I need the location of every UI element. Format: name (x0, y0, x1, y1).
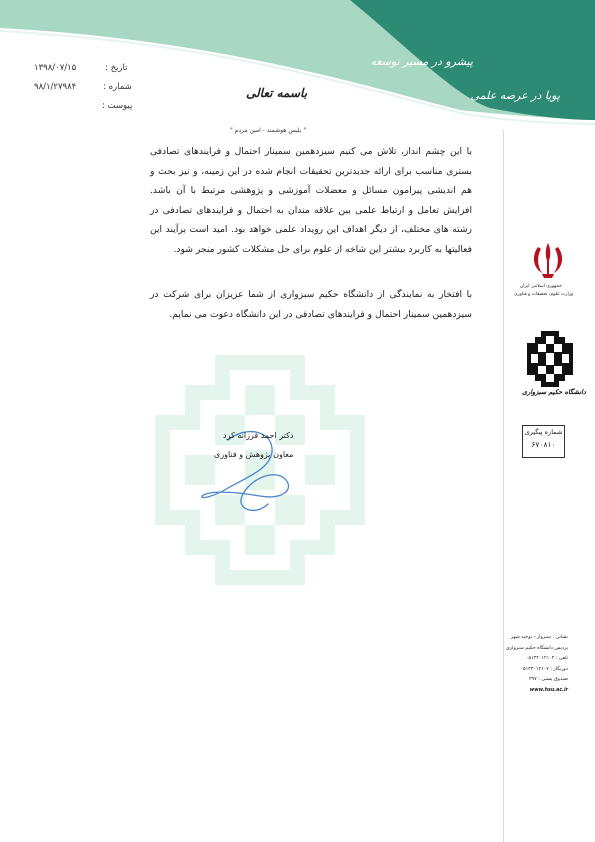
slogan-line-1: پیشرو در مسیر توسعه (370, 55, 473, 68)
basmala-heading: باسمه تعالی (246, 86, 308, 100)
emblem-caption-line-2: وزارت علوم، تحقیقات و فناوری (514, 292, 574, 297)
iran-emblem-icon (528, 241, 568, 281)
tracking-value: ۶۷۰۸۱۰ (531, 440, 556, 449)
number-value: ۹۸/۱/۲۷۹۸۴ (34, 82, 77, 92)
signatory-name: دکتر احمد فرزانه کرد (223, 431, 294, 440)
number-label: شماره : (103, 82, 132, 92)
tracking-label: شماره پیگیری (524, 428, 563, 436)
contact-info (500, 633, 568, 696)
header-banner (0, 0, 595, 130)
fax: دورنگار : ۰۵۱۴۴۰۱۲۶۰۷ (520, 666, 568, 672)
university-name: دانشگاه حکیم سبزواری (522, 388, 586, 396)
date-label: تاریخ : (105, 63, 128, 73)
signatory-title: معاون پژوهش و فناوری (214, 450, 294, 459)
university-logo-icon (527, 331, 573, 387)
phone: تلفن : ۰۵۱۴۴۰۱۲۱۰۴ (525, 656, 568, 661)
emblem-caption-line-1: جمهوری اسلامی ایران (520, 284, 562, 289)
address-line-1: نشانی : سبزوار - توحید شهر (510, 635, 568, 640)
address-line-2: پردیس دانشگاه حکیم سبزواری (506, 645, 568, 651)
tracking-number-box (522, 425, 565, 458)
attachment-label: پیوست : (102, 101, 133, 111)
sidebar-divider (503, 130, 504, 842)
po-box: صندوق پستی : ۳۹۷ (528, 677, 568, 682)
slogan-line-2: پویا در عرصه علمی (470, 89, 560, 102)
date-value: ۱۳۹۸/۰۷/۱۵ (34, 63, 77, 73)
body-paragraph-1: با این چشم انداز، تلاش می کنیم سیزدهمین سمینار احتمال و فرایندهای تصادفی بستری مناسب برای ارائه جدیدترین تحقیقات انجام شده در این زمینه، و نیز بحث و هم اندیشی پیرامون مسائل و معضلات آموزشی و پژوهشی مرتبط با آن باشد. افزایش تعامل و ارتباط علمی بین علاقه مندان به احتمال و فرایندهای تصادفی در رشته های مختلف، از دیگر اهداف این رویداد علمی خواهد بود. امید است برآیند این فعالیتها به کاربرد بیشتر این شاخه از علوم برای حل مشکلات کشور منجر شود. (150, 146, 472, 255)
website-link[interactable]: www.hsu.ac.ir (529, 687, 568, 693)
motto: " بلیس هوشمند - امین مردم " (230, 127, 307, 134)
body-paragraph-2: با افتخار به نمایندگی از دانشگاه حکیم سبزواری از شما عزیزان برای شرکت در سیزدهمین سمینار احتمال و فرایندهای تصادفی در این دانشگاه دعوت می نمایم. (150, 289, 472, 320)
